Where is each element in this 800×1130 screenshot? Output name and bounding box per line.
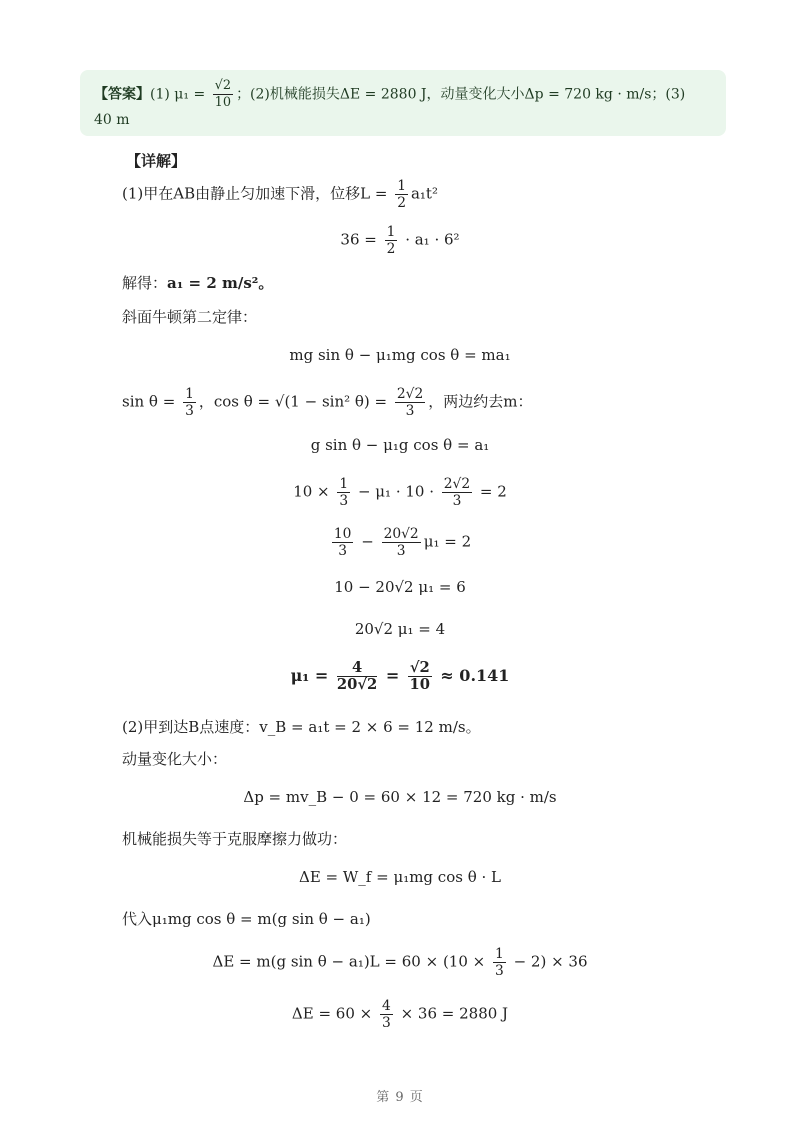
answer-part1-label: (1): [150, 86, 170, 103]
equation-simplified: 10 − 20√2 μ₁ = 6: [334, 578, 466, 596]
momentum-label: 动量变化大小：: [122, 750, 228, 768]
answer-line-1: [94, 78, 716, 111]
energy-label: 机械能损失等于克服摩擦力做功：: [122, 830, 348, 848]
sin-cos-line: sin θ = $\frac{1}{3}$ ，cos θ = √(1 − sin² θ) = $\frac{2√2}{3}$ ，两边约去m：: [122, 386, 533, 419]
equation-substituted: 10 × $\frac{1}{3}$ − μ₁ · 10 · $\frac{2√2}{3}$ = 2: [293, 476, 507, 509]
equation-newton: mg sin θ − μ₁mg cos θ = ma₁: [289, 346, 511, 364]
answer-part3: 40 m: [94, 112, 130, 128]
page-number: 第 9 页: [376, 1090, 424, 1105]
part1-intro: (1)甲在AB由静止匀加速下滑，位移L = $\frac{1}{2}$ a₁t²: [122, 178, 438, 211]
answer-mu: μ₁ =: [174, 86, 206, 103]
solve-acceleration: 解得：a₁ = 2 m/s²。: [122, 274, 274, 292]
equation-displacement: 36 = $\frac{1}{2}$ · a₁ · 6²: [340, 224, 460, 257]
answer-box: [80, 70, 726, 136]
answer-part2: ；(2)机械能损失ΔE = 2880 J，动量变化大小Δp = 720 kg · m/s；(3): [236, 86, 686, 103]
equation-energy: ΔE = W_f = μ₁mg cos θ · L: [298, 868, 501, 886]
part2-intro: (2)甲到达B点速度：v_B = a₁t = 2 × 6 = 12 m/s。: [122, 718, 481, 736]
equation-energy-expanded: ΔE = m(g sin θ − a₁)L = 60 × (10 × $\frac{1}{3}$ − 2) × 36: [212, 946, 588, 979]
equation-energy-result: ΔE = 60 × $\frac{4}{3}$ × 36 = 2880 J: [291, 998, 509, 1031]
equation-fractions: $\frac{10}{3}$ − $\frac{20√2}{3}$ μ₁ = 2: [333, 526, 472, 559]
detail-title: 【详解】: [126, 152, 187, 170]
half-fraction: $\frac{1}{2}$: [397, 178, 406, 211]
answer-mu-fraction: $\frac{√2}{10}$: [214, 78, 232, 110]
newton-label: 斜面牛顿第二定律：: [122, 308, 258, 326]
equation-momentum: Δp = mv_B − 0 = 60 × 12 = 720 kg · m/s: [243, 788, 557, 806]
equation-isolated: 20√2 μ₁ = 4: [354, 620, 446, 638]
substitute-line: 代入μ₁mg cos θ = m(g sin θ − a₁): [122, 910, 371, 928]
equation-reduced: g sin θ − μ₁g cos θ = a₁: [310, 436, 490, 454]
equation-mu-result: μ₁ = $\frac{4}{20√2}$ = $\frac{√2}{10}$ ≈ 0.141: [290, 659, 510, 693]
answer-label: 【答案】: [94, 86, 150, 103]
